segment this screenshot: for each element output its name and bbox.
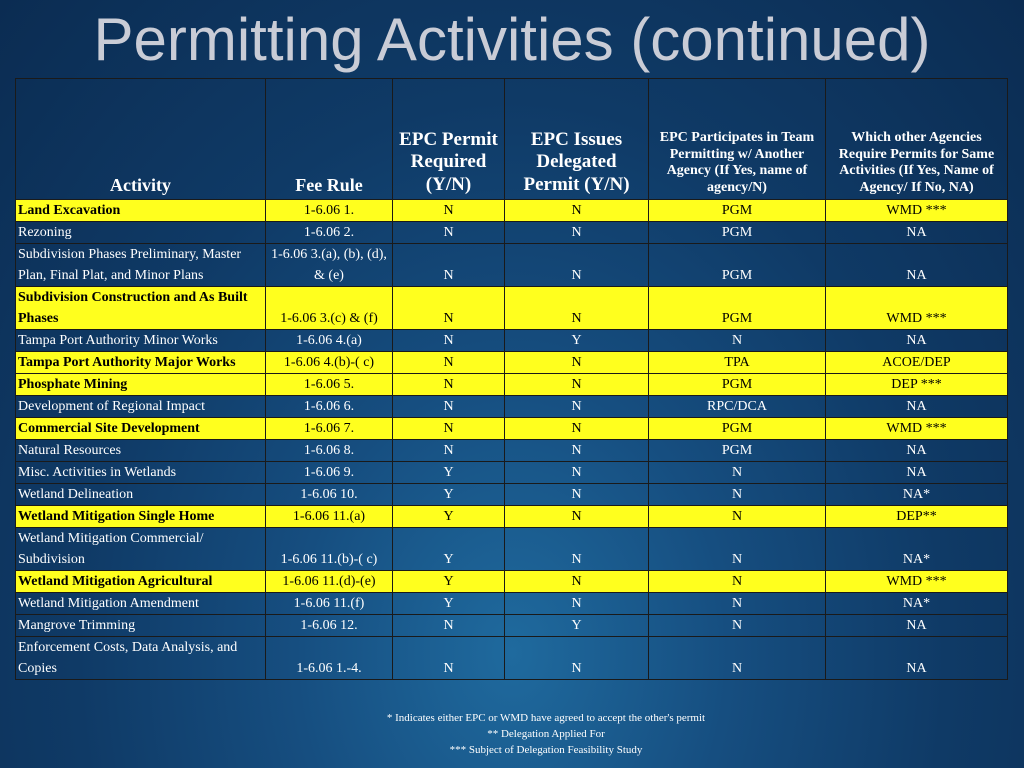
- cell-fee-rule: 1-6.06 6.: [266, 396, 393, 418]
- cell-other-agencies: NA: [826, 222, 1008, 244]
- cell-team-permitting: N: [649, 571, 826, 593]
- cell-permit-required: N: [393, 637, 505, 680]
- cell-activity: Mangrove Trimming: [16, 615, 266, 637]
- cell-other-agencies: WMD ***: [826, 418, 1008, 440]
- cell-delegated-permit: N: [505, 484, 649, 506]
- cell-delegated-permit: N: [505, 593, 649, 615]
- footnote-single-star: * Indicates either EPC or WMD have agreed to accept the other's permit: [386, 712, 706, 724]
- cell-delegated-permit: Y: [505, 615, 649, 637]
- table-body: [16, 200, 1008, 680]
- table-row: [16, 571, 1008, 593]
- footnote-triple-star: *** Subject of Delegation Feasibility Study: [449, 744, 643, 756]
- cell-delegated-permit: N: [505, 462, 649, 484]
- cell-team-permitting: PGM: [649, 244, 826, 287]
- cell-fee-rule: 1-6.06 5.: [266, 374, 393, 396]
- table-row: [16, 200, 1008, 222]
- cell-fee-rule: 1-6.06 11.(b)-( c): [266, 528, 393, 571]
- cell-other-agencies: DEP**: [826, 506, 1008, 528]
- table-row: [16, 462, 1008, 484]
- cell-permit-required: N: [393, 396, 505, 418]
- slide-title: Permitting Activities (continued): [93, 6, 931, 73]
- cell-delegated-permit: Y: [505, 330, 649, 352]
- cell-other-agencies: WMD ***: [826, 200, 1008, 222]
- cell-delegated-permit: N: [505, 637, 649, 680]
- cell-activity: Land Excavation: [16, 200, 266, 222]
- header-team-permitting: EPC Participates in Team Permitting w/ Another Agency (If Yes, name of agency/N): [649, 79, 826, 200]
- cell-team-permitting: N: [649, 528, 826, 571]
- table-row: [16, 506, 1008, 528]
- cell-permit-required: Y: [393, 484, 505, 506]
- cell-team-permitting: N: [649, 330, 826, 352]
- cell-other-agencies: NA: [826, 440, 1008, 462]
- cell-team-permitting: N: [649, 593, 826, 615]
- cell-delegated-permit: N: [505, 506, 649, 528]
- cell-permit-required: N: [393, 222, 505, 244]
- cell-fee-rule: 1-6.06 9.: [266, 462, 393, 484]
- cell-permit-required: N: [393, 287, 505, 330]
- table-row: [16, 287, 1008, 330]
- cell-team-permitting: TPA: [649, 352, 826, 374]
- cell-fee-rule: 1-6.06 10.: [266, 484, 393, 506]
- cell-other-agencies: NA: [826, 396, 1008, 418]
- cell-team-permitting: PGM: [649, 374, 826, 396]
- header-activity: Activity: [16, 79, 266, 200]
- cell-delegated-permit: N: [505, 571, 649, 593]
- table-row: [16, 593, 1008, 615]
- header-other-agencies: Which other Agencies Require Permits for Same Activities (If Yes, Name of Agency/ If No, NA): [826, 79, 1008, 200]
- table-row: [16, 374, 1008, 396]
- cell-fee-rule: 1-6.06 12.: [266, 615, 393, 637]
- cell-fee-rule: 1-6.06 7.: [266, 418, 393, 440]
- cell-delegated-permit: N: [505, 440, 649, 462]
- cell-fee-rule: 1-6.06 11.(f): [266, 593, 393, 615]
- cell-team-permitting: PGM: [649, 440, 826, 462]
- cell-fee-rule: 1-6.06 3.(a), (b), (d), & (e): [266, 244, 393, 287]
- cell-other-agencies: NA: [826, 244, 1008, 287]
- cell-other-agencies: WMD ***: [826, 571, 1008, 593]
- table-row: [16, 637, 1008, 680]
- cell-permit-required: Y: [393, 571, 505, 593]
- cell-activity: Wetland Mitigation Commercial/ Subdivision: [16, 528, 266, 571]
- cell-activity: Tampa Port Authority Major Works: [16, 352, 266, 374]
- table-row: [16, 330, 1008, 352]
- cell-delegated-permit: N: [505, 528, 649, 571]
- header-delegated-permit: EPC Issues Delegated Permit (Y/N): [505, 79, 649, 200]
- table-row: [16, 222, 1008, 244]
- cell-other-agencies: WMD ***: [826, 287, 1008, 330]
- table-row: [16, 484, 1008, 506]
- cell-delegated-permit: N: [505, 287, 649, 330]
- cell-activity: Wetland Delineation: [16, 484, 266, 506]
- table-row: [16, 615, 1008, 637]
- cell-activity: Misc. Activities in Wetlands: [16, 462, 266, 484]
- table-row: [16, 440, 1008, 462]
- cell-permit-required: N: [393, 440, 505, 462]
- cell-fee-rule: 1-6.06 4.(a): [266, 330, 393, 352]
- cell-team-permitting: N: [649, 637, 826, 680]
- cell-team-permitting: N: [649, 615, 826, 637]
- cell-fee-rule: 1-6.06 4.(b)-( c): [266, 352, 393, 374]
- cell-other-agencies: NA*: [826, 484, 1008, 506]
- cell-fee-rule: 1-6.06 3.(c) & (f): [266, 287, 393, 330]
- cell-delegated-permit: N: [505, 374, 649, 396]
- cell-fee-rule: 1-6.06 11.(d)-(e): [266, 571, 393, 593]
- footnotes: [260, 710, 832, 758]
- cell-team-permitting: N: [649, 462, 826, 484]
- cell-permit-required: Y: [393, 462, 505, 484]
- cell-other-agencies: NA: [826, 462, 1008, 484]
- cell-other-agencies: NA: [826, 615, 1008, 637]
- cell-activity: Wetland Mitigation Single Home: [16, 506, 266, 528]
- cell-team-permitting: PGM: [649, 200, 826, 222]
- cell-delegated-permit: N: [505, 396, 649, 418]
- cell-other-agencies: ACOE/DEP: [826, 352, 1008, 374]
- cell-fee-rule: 1-6.06 1.: [266, 200, 393, 222]
- cell-permit-required: N: [393, 200, 505, 222]
- cell-permit-required: N: [393, 244, 505, 287]
- cell-activity: Tampa Port Authority Minor Works: [16, 330, 266, 352]
- cell-permit-required: Y: [393, 528, 505, 571]
- cell-activity: Enforcement Costs, Data Analysis, and Copies: [16, 637, 266, 680]
- table-row: [16, 396, 1008, 418]
- cell-permit-required: N: [393, 352, 505, 374]
- cell-team-permitting: N: [649, 484, 826, 506]
- cell-other-agencies: NA*: [826, 528, 1008, 571]
- cell-permit-required: Y: [393, 506, 505, 528]
- cell-fee-rule: 1-6.06 1.-4.: [266, 637, 393, 680]
- table-row: [16, 528, 1008, 571]
- cell-permit-required: N: [393, 418, 505, 440]
- table-row: [16, 352, 1008, 374]
- cell-delegated-permit: N: [505, 200, 649, 222]
- cell-other-agencies: DEP ***: [826, 374, 1008, 396]
- table-row: [16, 244, 1008, 287]
- cell-activity: Natural Resources: [16, 440, 266, 462]
- cell-activity: Subdivision Construction and As Built Phases: [16, 287, 266, 330]
- cell-team-permitting: RPC/DCA: [649, 396, 826, 418]
- cell-other-agencies: NA: [826, 637, 1008, 680]
- cell-other-agencies: NA: [826, 330, 1008, 352]
- cell-activity: Development of Regional Impact: [16, 396, 266, 418]
- cell-other-agencies: NA*: [826, 593, 1008, 615]
- cell-activity: Rezoning: [16, 222, 266, 244]
- cell-activity: Subdivision Phases Preliminary, Master Plan, Final Plat, and Minor Plans: [16, 244, 266, 287]
- cell-team-permitting: PGM: [649, 287, 826, 330]
- cell-fee-rule: 1-6.06 2.: [266, 222, 393, 244]
- table-header-row: [16, 79, 1008, 200]
- cell-team-permitting: N: [649, 506, 826, 528]
- cell-delegated-permit: N: [505, 244, 649, 287]
- cell-permit-required: N: [393, 374, 505, 396]
- cell-delegated-permit: N: [505, 222, 649, 244]
- cell-permit-required: Y: [393, 593, 505, 615]
- cell-team-permitting: PGM: [649, 418, 826, 440]
- cell-delegated-permit: N: [505, 418, 649, 440]
- cell-delegated-permit: N: [505, 352, 649, 374]
- cell-activity: Wetland Mitigation Amendment: [16, 593, 266, 615]
- cell-permit-required: N: [393, 330, 505, 352]
- header-permit-required: EPC Permit Required (Y/N): [393, 79, 505, 200]
- cell-fee-rule: 1-6.06 8.: [266, 440, 393, 462]
- cell-permit-required: N: [393, 615, 505, 637]
- cell-team-permitting: PGM: [649, 222, 826, 244]
- cell-activity: Phosphate Mining: [16, 374, 266, 396]
- permits-table: [15, 78, 1008, 680]
- cell-activity: Wetland Mitigation Agricultural: [16, 571, 266, 593]
- table-row: [16, 418, 1008, 440]
- cell-activity: Commercial Site Development: [16, 418, 266, 440]
- footnote-double-star: ** Delegation Applied For: [487, 728, 605, 740]
- header-fee-rule: Fee Rule: [266, 79, 393, 200]
- cell-fee-rule: 1-6.06 11.(a): [266, 506, 393, 528]
